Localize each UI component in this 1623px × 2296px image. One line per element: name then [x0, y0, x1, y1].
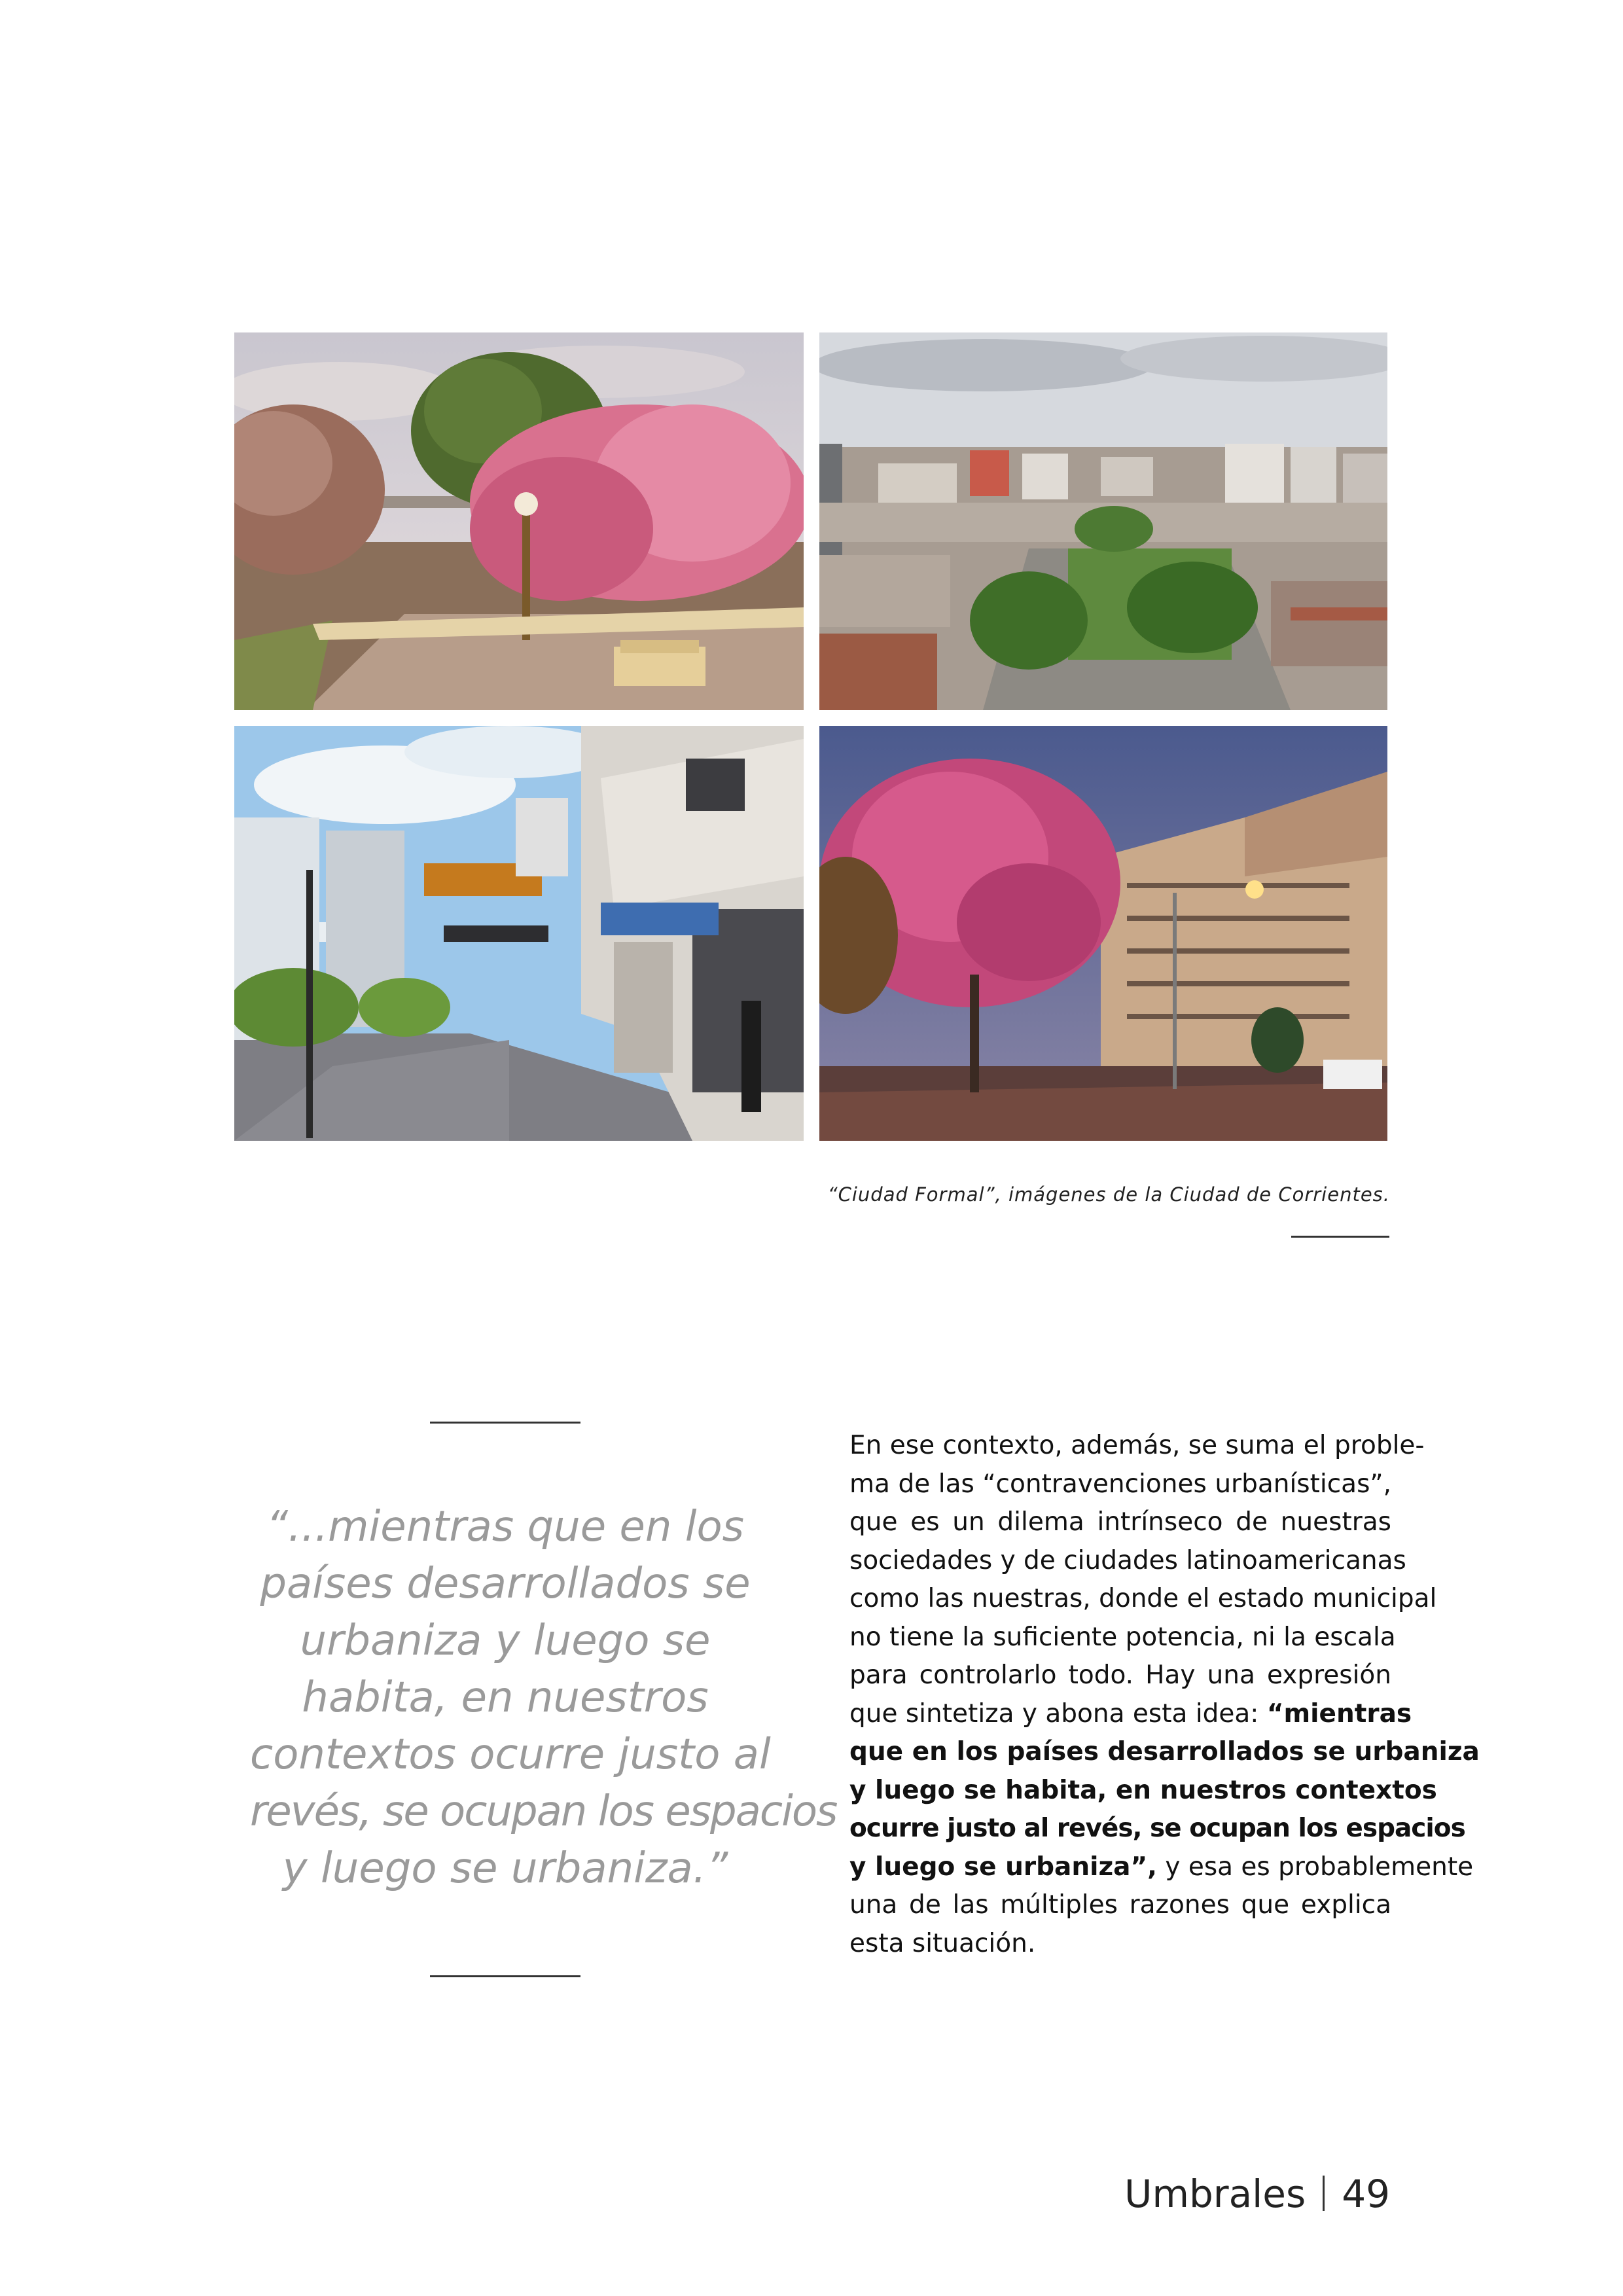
page-number: 49 — [1342, 2172, 1390, 2216]
body-line: una de las múltiples razones que explica — [849, 1890, 1391, 1920]
photo-caption: “Ciudad Formal”, imágenes de la Ciudad de Corrientes. — [827, 1183, 1390, 1206]
pedestrian-street-photo — [234, 726, 804, 1141]
magazine-name: Umbrales — [1124, 2172, 1306, 2216]
city-aerial-plaza-photo — [819, 332, 1387, 710]
body-line: no tiene la suficiente potencia, ni la escala — [849, 1622, 1396, 1652]
pull-quote-line: “...mientras que en los — [266, 1503, 745, 1551]
page-footer — [1124, 2172, 1390, 2216]
body-text-bold: y luego se habita, en nuestros contextos — [849, 1775, 1437, 1805]
body-line: sociedades y de ciudades latinoamericanas — [849, 1545, 1406, 1575]
pull-quote — [250, 1499, 837, 1897]
pull-quote-line: urbaniza y luego se — [300, 1617, 711, 1665]
pull-quote-line: habita, en nuestros — [302, 1674, 709, 1722]
quote-top-divider — [430, 1422, 580, 1424]
riverside-promenade-photo — [234, 332, 804, 710]
caption-divider — [1291, 1236, 1389, 1238]
quote-bottom-divider — [430, 1975, 580, 1977]
body-text-bold: ocurre justo al revés, se ocupan los espacios — [849, 1814, 1465, 1843]
body-line: que es un dilema intrínseco de nuestras — [849, 1507, 1391, 1537]
body-text-bold: “mientras — [1266, 1698, 1412, 1729]
body-line: como las nuestras, donde el estado municipal — [849, 1584, 1437, 1613]
body-line — [849, 1733, 1480, 1772]
body-line: En ese contexto, además, se suma el proble- — [849, 1431, 1425, 1460]
footer-separator — [1323, 2176, 1325, 2211]
body-text-normal: y esa es probablemente — [1156, 1852, 1474, 1882]
body-line — [849, 1695, 1412, 1734]
body-line — [849, 1810, 1465, 1848]
body-text-bold: y luego se urbaniza”, — [849, 1852, 1157, 1882]
body-text-bold: que en los países desarrollados se urbaniza — [849, 1737, 1480, 1767]
body-paragraph — [849, 1427, 1480, 1963]
body-line — [849, 1848, 1474, 1887]
body-text-normal: que sintetiza y abona esta idea: — [849, 1698, 1267, 1729]
body-line: ma de las “contravenciones urbanísticas”, — [849, 1469, 1391, 1499]
body-line: esta situación. — [849, 1928, 1036, 1958]
pull-quote-line: países desarrollados se — [260, 1560, 751, 1608]
pull-quote-line: revés, se ocupan los espacios — [250, 1787, 837, 1836]
pull-quote-line: y luego se urbaniza.” — [282, 1844, 728, 1893]
body-line: para controlarlo todo. Hay una expresión — [849, 1660, 1391, 1690]
pull-quote-line: contextos ocurre justo al — [250, 1731, 771, 1779]
evening-plaza-photo — [819, 726, 1387, 1141]
body-line — [849, 1772, 1437, 1810]
